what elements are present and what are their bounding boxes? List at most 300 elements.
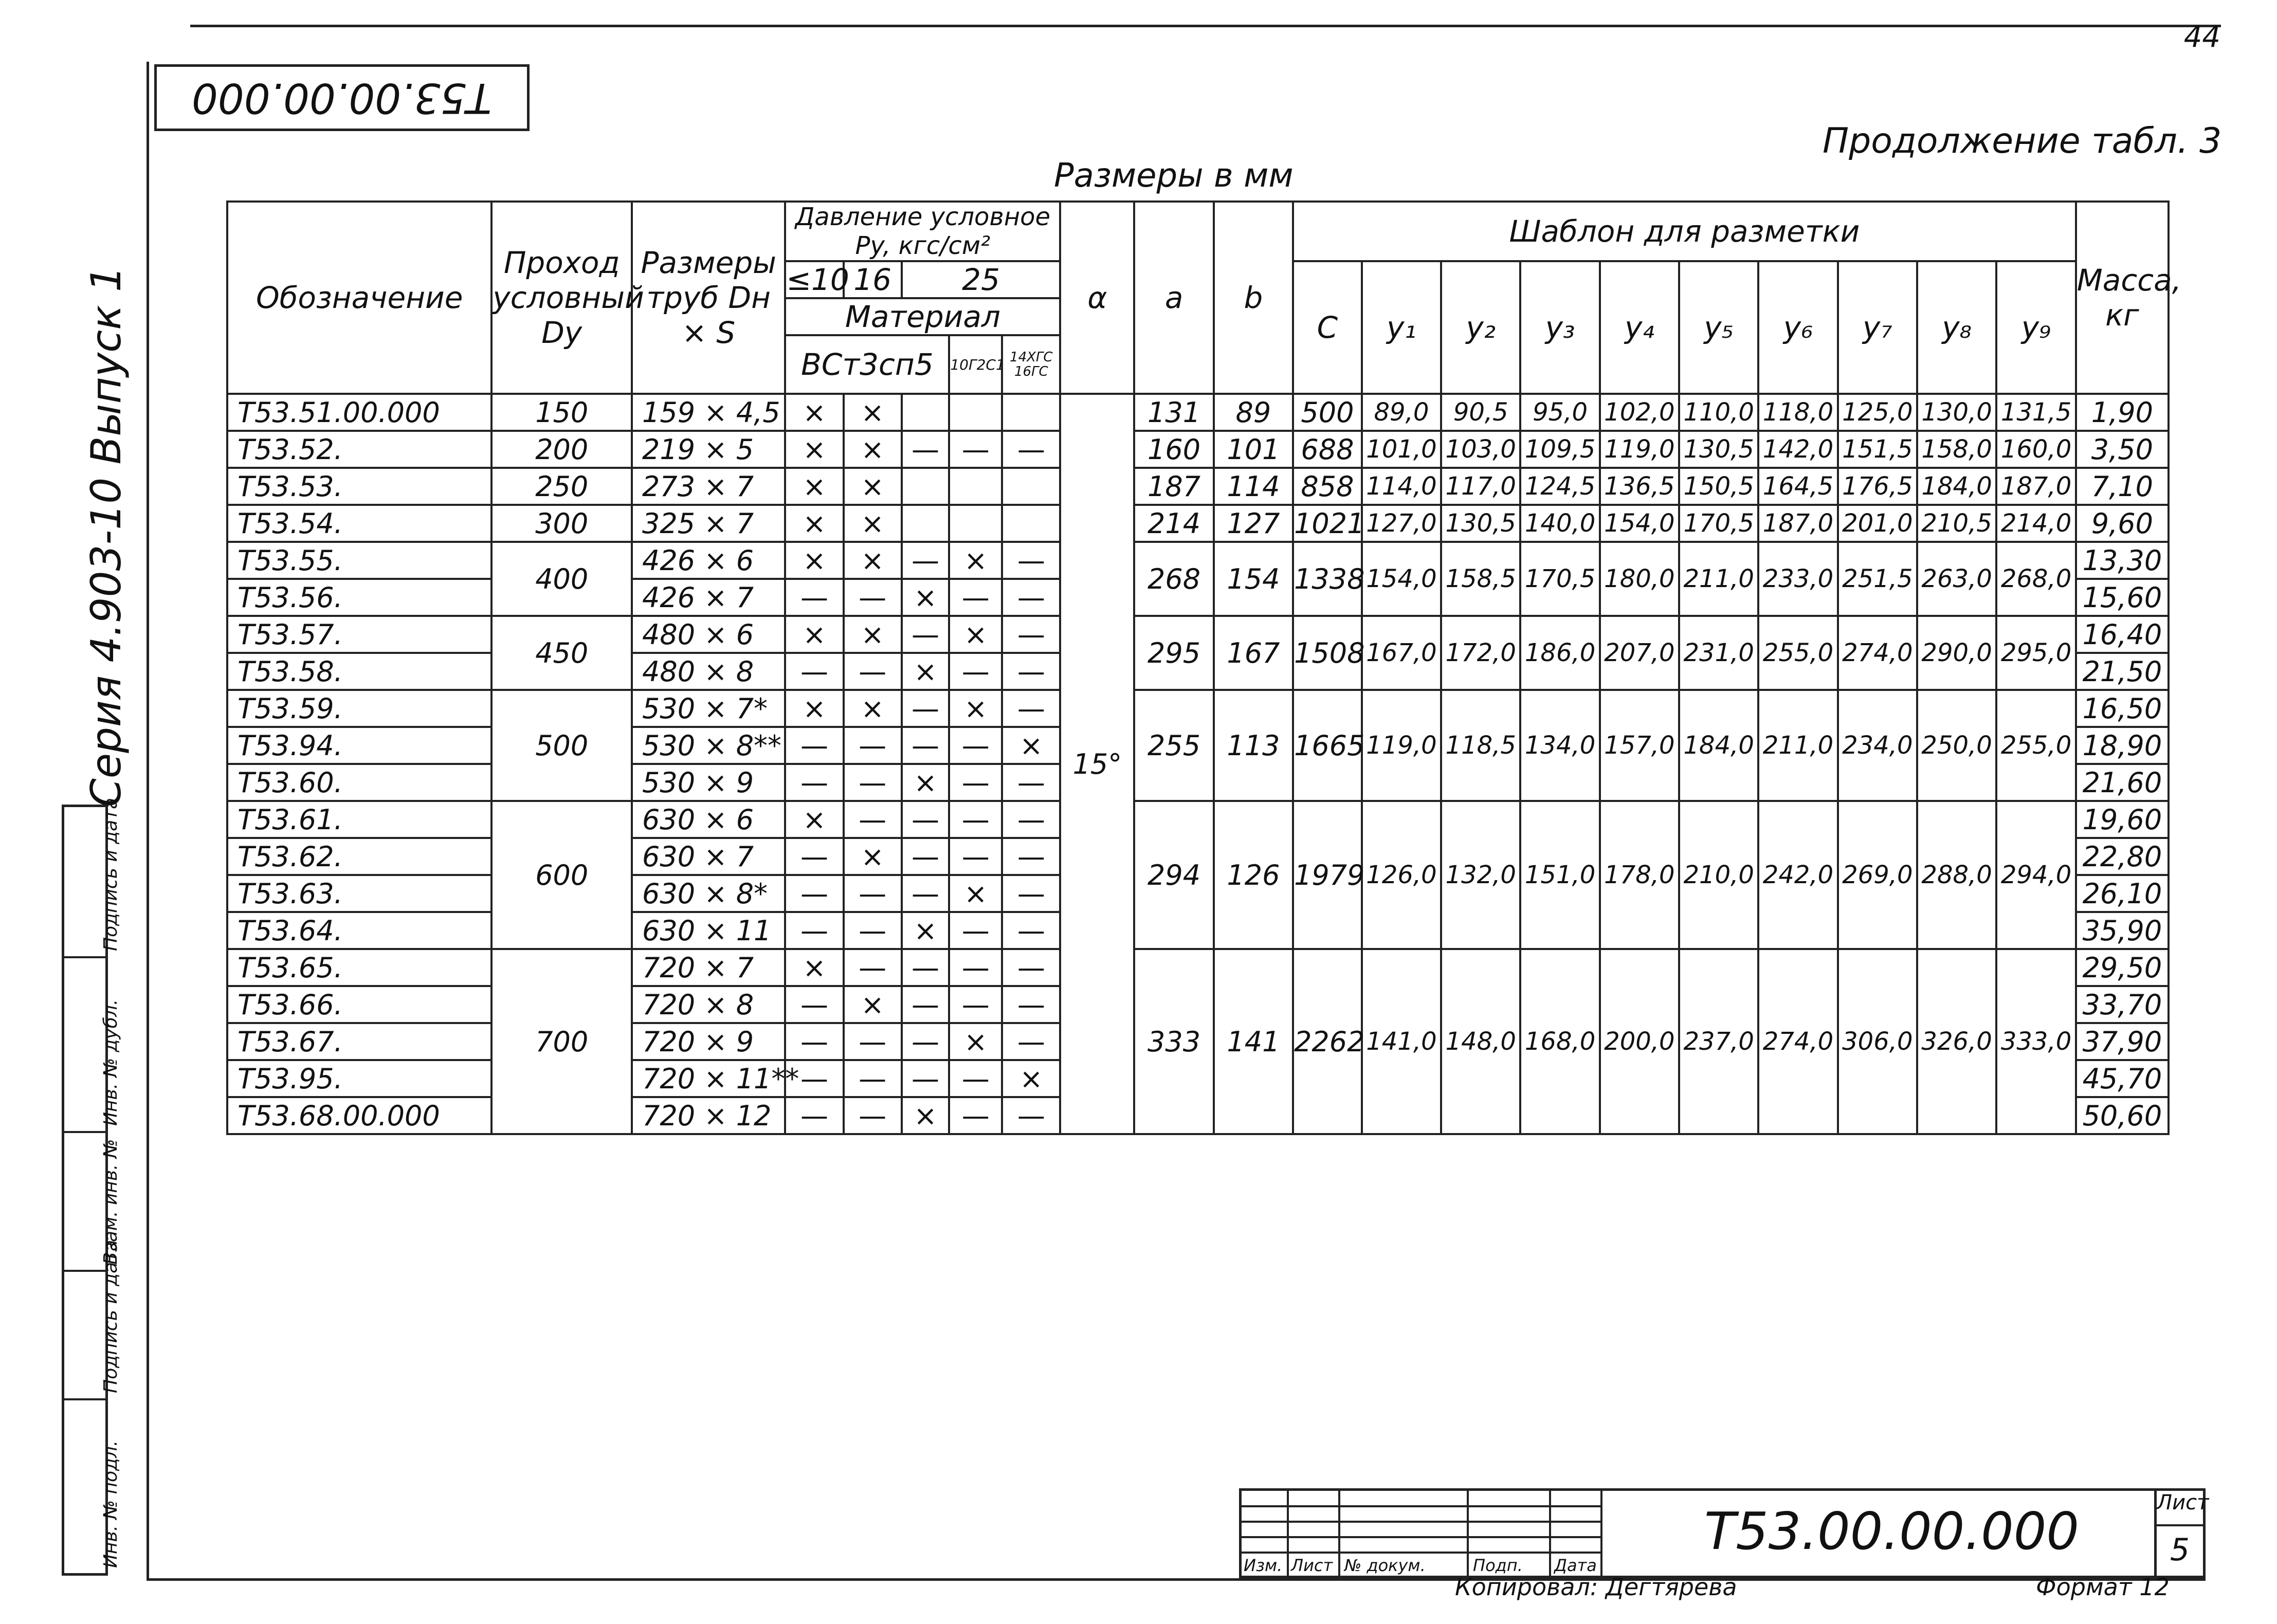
cell-material-mark: — (1002, 579, 1060, 616)
cell-material-mark: × (785, 690, 843, 727)
cell-y: 326,0 (1917, 949, 1996, 1134)
cell-y: 102,0 (1600, 394, 1679, 431)
cell-material-mark (902, 394, 950, 431)
cell-material-mark: × (949, 875, 1002, 912)
cell-material-mark: × (844, 542, 902, 579)
cell-material-mark (949, 394, 1002, 431)
side-strip (62, 797, 121, 1576)
cell-b: 101 (1214, 431, 1293, 468)
cell-mass: 50,60 (2076, 1097, 2169, 1134)
cell-y: 214,0 (1996, 505, 2075, 542)
cell-material-mark: — (949, 579, 1002, 616)
cell-y: 118,0 (1758, 394, 1837, 431)
cell-dn: 250 (491, 468, 632, 505)
cell-material-mark: × (844, 505, 902, 542)
units-label: Размеры в мм (1054, 157, 1294, 195)
cell-designation: Т53.57. (227, 616, 491, 653)
cell-y: 114,0 (1362, 468, 1441, 505)
cell-mass: 37,90 (2076, 1023, 2169, 1060)
stamp-col-label: Лист (1291, 1556, 1333, 1575)
table-row (227, 542, 2169, 579)
cell-material-mark: × (1002, 727, 1060, 764)
cell-y: 187,0 (1996, 468, 2075, 505)
cell-c: 858 (1293, 468, 1362, 505)
table-row (227, 949, 2169, 986)
cell-material-mark: — (844, 1023, 902, 1060)
cell-material-mark: × (785, 468, 843, 505)
cell-pipe: 426 × 6 (632, 542, 785, 579)
cell-a: 131 (1134, 394, 1213, 431)
cell-designation: Т53.61. (227, 801, 491, 838)
cell-y: 233,0 (1758, 542, 1837, 616)
cell-y: 130,5 (1441, 505, 1520, 542)
cell-material-mark: — (1002, 653, 1060, 690)
cell-mass: 21,60 (2076, 764, 2169, 801)
cell-designation: Т53.54. (227, 505, 491, 542)
table-row (227, 616, 2169, 653)
cell-mass: 16,50 (2076, 690, 2169, 727)
table-row (227, 431, 2169, 468)
cell-mass: 21,50 (2076, 653, 2169, 690)
side-label: Взам. инв. № (100, 1139, 121, 1265)
cell-mass: 1,90 (2076, 394, 2169, 431)
cell-material-mark (902, 468, 950, 505)
cell-y: 158,5 (1441, 542, 1520, 616)
cell-designation: Т53.56. (227, 579, 491, 616)
cell-a: 294 (1134, 801, 1213, 949)
cell-dn: 400 (491, 542, 632, 616)
cell-pipe: 720 × 12 (632, 1097, 785, 1134)
cell-c: 2262 (1293, 949, 1362, 1134)
cell-material-mark (949, 468, 1002, 505)
cell-material-mark: — (949, 801, 1002, 838)
cell-y: 140,0 (1520, 505, 1599, 542)
cell-material-mark: — (1002, 875, 1060, 912)
cell-designation: Т53.68.00.000 (227, 1097, 491, 1134)
cell-material-mark: × (949, 690, 1002, 727)
cell-material-mark: × (844, 838, 902, 875)
cell-y: 119,0 (1600, 431, 1679, 468)
col-material: Материал (785, 298, 1060, 335)
cell-y: 274,0 (1838, 616, 1917, 690)
cell-material-mark: — (1002, 1023, 1060, 1060)
cell-y: 148,0 (1441, 949, 1520, 1134)
cell-y: 127,0 (1362, 505, 1441, 542)
col-y9: y₉ (1996, 261, 2075, 394)
cell-pipe: 630 × 8* (632, 875, 785, 912)
format-label: Формат 12 (2036, 1573, 2170, 1601)
cell-designation: Т53.51.00.000 (227, 394, 491, 431)
cell-b: 113 (1214, 690, 1293, 801)
col-y5: y₅ (1679, 261, 1758, 394)
cell-y: 255,0 (1758, 616, 1837, 690)
table-row (227, 394, 2169, 431)
cell-material-mark: × (785, 949, 843, 986)
cell-pipe: 720 × 9 (632, 1023, 785, 1060)
sheet-label: Лист (2157, 1491, 2203, 1526)
cell-designation: Т53.66. (227, 986, 491, 1023)
cell-material-mark: — (949, 838, 1002, 875)
col-mat-1: ВСт3сп5 (785, 335, 949, 394)
cell-y: 151,0 (1520, 801, 1599, 949)
cell-y: 90,5 (1441, 394, 1520, 431)
cell-y: 210,5 (1917, 505, 1996, 542)
cell-dn: 150 (491, 394, 632, 431)
series-label: Серия 4.903-10 Выпуск 1 (82, 266, 130, 807)
top-border-line (190, 25, 2221, 27)
stamp-col-label: Подп. (1473, 1556, 1523, 1575)
cell-y: 151,5 (1838, 431, 1917, 468)
cell-y: 178,0 (1600, 801, 1679, 949)
cell-c: 1338 (1293, 542, 1362, 616)
cell-material-mark: — (949, 912, 1002, 949)
cell-y: 164,5 (1758, 468, 1837, 505)
cell-designation: Т53.62. (227, 838, 491, 875)
cell-c: 1021 (1293, 505, 1362, 542)
cell-y: 186,0 (1520, 616, 1599, 690)
cell-y: 136,5 (1600, 468, 1679, 505)
cell-material-mark: — (902, 542, 950, 579)
cell-y: 103,0 (1441, 431, 1520, 468)
col-pressure: Давление условное Py, кгс/см² (785, 202, 1060, 261)
cell-y: 125,0 (1838, 394, 1917, 431)
cell-y: 201,0 (1838, 505, 1917, 542)
cell-pipe: 159 × 4,5 (632, 394, 785, 431)
cell-mass: 35,90 (2076, 912, 2169, 949)
col-y6: y₆ (1758, 261, 1837, 394)
cell-material-mark: — (949, 727, 1002, 764)
cell-material-mark: — (949, 1097, 1002, 1134)
cell-dn: 500 (491, 690, 632, 801)
cell-material-mark: — (949, 431, 1002, 468)
bottom-stamp (1239, 1488, 2209, 1578)
cell-material-mark: — (949, 986, 1002, 1023)
cell-mass: 9,60 (2076, 505, 2169, 542)
cell-material-mark: — (785, 1060, 843, 1097)
col-template: Шаблон для разметки (1293, 202, 2076, 261)
cell-material-mark: — (1002, 801, 1060, 838)
table-row (227, 505, 2169, 542)
cell-y: 211,0 (1679, 542, 1758, 616)
cell-material-mark: × (785, 801, 843, 838)
cell-material-mark: — (902, 727, 950, 764)
cell-material-mark: — (949, 949, 1002, 986)
col-dn: Проход условный Dy (491, 202, 632, 394)
cell-designation: Т53.63. (227, 875, 491, 912)
cell-material-mark: × (902, 764, 950, 801)
cell-y: 101,0 (1362, 431, 1441, 468)
cell-y: 184,0 (1917, 468, 1996, 505)
cell-pipe: 530 × 7* (632, 690, 785, 727)
cell-y: 242,0 (1758, 801, 1837, 949)
cell-designation: Т53.65. (227, 949, 491, 986)
cell-mass: 15,60 (2076, 579, 2169, 616)
cell-material-mark: — (949, 653, 1002, 690)
cell-material-mark: × (785, 616, 843, 653)
table-body (227, 394, 2169, 1134)
stamp-col-label: Изм. (1244, 1556, 1283, 1575)
col-p-25: 25 (902, 261, 1061, 298)
cell-y: 117,0 (1441, 468, 1520, 505)
sheet-box (2154, 1491, 2209, 1576)
cell-mass: 29,50 (2076, 949, 2169, 986)
cell-material-mark: — (902, 801, 950, 838)
col-b: b (1214, 202, 1293, 394)
cell-c: 1665 (1293, 690, 1362, 801)
cell-material-mark: — (785, 727, 843, 764)
cell-pipe: 426 × 7 (632, 579, 785, 616)
cell-material-mark: — (902, 616, 950, 653)
cell-mass: 3,50 (2076, 431, 2169, 468)
cell-material-mark: — (902, 838, 950, 875)
copied-by: Копировал: Дегтярева (1455, 1573, 1737, 1601)
cell-material-mark: × (902, 579, 950, 616)
col-alpha: α (1060, 202, 1134, 394)
cell-y: 130,0 (1917, 394, 1996, 431)
cell-y: 118,5 (1441, 690, 1520, 801)
cell-pipe: 530 × 8** (632, 727, 785, 764)
cell-material-mark: — (785, 1023, 843, 1060)
cell-material-mark: × (902, 912, 950, 949)
cell-y: 170,5 (1679, 505, 1758, 542)
cell-material-mark (1002, 468, 1060, 505)
cell-material-mark: — (1002, 431, 1060, 468)
cell-y: 251,5 (1838, 542, 1917, 616)
cell-y: 294,0 (1996, 801, 2075, 949)
side-label: Подпись и дата (100, 1239, 121, 1393)
cell-material-mark: × (844, 986, 902, 1023)
cell-material-mark: × (785, 505, 843, 542)
table-row (227, 468, 2169, 505)
cell-designation: Т53.64. (227, 912, 491, 949)
cell-y: 288,0 (1917, 801, 1996, 949)
cell-y: 110,0 (1679, 394, 1758, 431)
cell-material-mark: — (844, 801, 902, 838)
col-p-le10: ≤10 (786, 262, 849, 297)
cell-y: 237,0 (1679, 949, 1758, 1134)
cell-a: 160 (1134, 431, 1213, 468)
top-stamp-code: Т53.00.00.000 (192, 74, 492, 122)
cell-pipe: 219 × 5 (632, 431, 785, 468)
cell-alpha: 15° (1060, 394, 1134, 1134)
page-number: 44 (2183, 21, 2220, 54)
cell-pipe: 530 × 9 (632, 764, 785, 801)
cell-mass: 13,30 (2076, 542, 2169, 579)
cell-y: 142,0 (1758, 431, 1837, 468)
cell-material-mark (1002, 394, 1060, 431)
side-label: Инв. № подл. (100, 1440, 121, 1568)
top-stamp (154, 64, 530, 131)
cell-c: 1979 (1293, 801, 1362, 949)
cell-material-mark: — (844, 912, 902, 949)
cell-y: 119,0 (1362, 690, 1441, 801)
cell-y: 158,0 (1917, 431, 1996, 468)
col-c: C (1293, 261, 1362, 394)
cell-y: 160,0 (1996, 431, 2075, 468)
cell-designation: Т53.67. (227, 1023, 491, 1060)
cell-dn: 600 (491, 801, 632, 949)
cell-material-mark: × (902, 653, 950, 690)
cell-y: 176,5 (1838, 468, 1917, 505)
cell-b: 141 (1214, 949, 1293, 1134)
col-y1: y₁ (1362, 261, 1441, 394)
cell-y: 172,0 (1441, 616, 1520, 690)
cell-y: 295,0 (1996, 616, 2075, 690)
cell-y: 306,0 (1838, 949, 1917, 1134)
cell-material-mark: — (1002, 764, 1060, 801)
col-y4: y₄ (1600, 261, 1679, 394)
col-y7: y₇ (1838, 261, 1917, 394)
cell-y: 89,0 (1362, 394, 1441, 431)
cell-pipe: 273 × 7 (632, 468, 785, 505)
stamp-col-label: № докум. (1344, 1556, 1426, 1575)
cell-material-mark: — (902, 1060, 950, 1097)
cell-y: 141,0 (1362, 949, 1441, 1134)
cell-material-mark: — (949, 1060, 1002, 1097)
cell-mass: 16,40 (2076, 616, 2169, 653)
col-mat-2: 10Г2С1 (949, 335, 1002, 394)
cell-material-mark: — (844, 1097, 902, 1134)
cell-c: 1508 (1293, 616, 1362, 690)
cell-material-mark: × (785, 542, 843, 579)
cell-designation: Т53.58. (227, 653, 491, 690)
cell-material-mark: — (785, 875, 843, 912)
cell-pipe: 630 × 7 (632, 838, 785, 875)
col-pipe: Размеры труб Dн × S (632, 202, 785, 394)
cell-b: 114 (1214, 468, 1293, 505)
cell-y: 109,5 (1520, 431, 1599, 468)
cell-mass: 22,80 (2076, 838, 2169, 875)
cell-material-mark: — (1002, 838, 1060, 875)
cell-mass: 19,60 (2076, 801, 2169, 838)
cell-c: 500 (1293, 394, 1362, 431)
cell-material-mark: — (844, 727, 902, 764)
table-row (227, 801, 2169, 838)
cell-material-mark: × (785, 394, 843, 431)
cell-y: 200,0 (1600, 949, 1679, 1134)
col-mat-3: 14ХГС 16ГС (1002, 335, 1060, 394)
cell-designation: Т53.60. (227, 764, 491, 801)
cell-y: 210,0 (1679, 801, 1758, 949)
cell-material-mark: × (844, 394, 902, 431)
col-y8: y₈ (1917, 261, 1996, 394)
cell-dn: 450 (491, 616, 632, 690)
cell-material-mark: — (785, 653, 843, 690)
cell-dn: 700 (491, 949, 632, 1134)
cell-designation: Т53.53. (227, 468, 491, 505)
cell-material-mark: — (844, 653, 902, 690)
cell-material-mark: — (949, 764, 1002, 801)
cell-mass: 26,10 (2076, 875, 2169, 912)
cell-y: 274,0 (1758, 949, 1837, 1134)
cell-y: 124,5 (1520, 468, 1599, 505)
stamp-col-label: Дата (1554, 1556, 1597, 1575)
side-label: Подпись и дата (100, 797, 121, 951)
cell-material-mark: — (902, 1023, 950, 1060)
col-mass: Масса, кг (2076, 202, 2169, 394)
cell-material-mark: × (949, 1023, 1002, 1060)
cell-y: 207,0 (1600, 616, 1679, 690)
cell-b: 89 (1214, 394, 1293, 431)
cell-material-mark: — (785, 764, 843, 801)
cell-y: 234,0 (1838, 690, 1917, 801)
cell-material-mark: — (902, 690, 950, 727)
drawing-code: Т53.00.00.000 (1704, 1501, 2080, 1561)
cell-material-mark: × (949, 616, 1002, 653)
cell-c: 688 (1293, 431, 1362, 468)
cell-material-mark: × (844, 616, 902, 653)
cell-a: 187 (1134, 468, 1213, 505)
cell-y: 180,0 (1600, 542, 1679, 616)
cell-material-mark: × (902, 1097, 950, 1134)
table-row (227, 690, 2169, 727)
cell-mass: 7,10 (2076, 468, 2169, 505)
cell-material-mark: — (844, 949, 902, 986)
cell-material-mark: — (844, 875, 902, 912)
cell-material-mark (949, 505, 1002, 542)
cell-material-mark: × (844, 468, 902, 505)
cell-y: 95,0 (1520, 394, 1599, 431)
cell-material-mark: — (1002, 986, 1060, 1023)
cell-y: 130,5 (1679, 431, 1758, 468)
cell-a: 214 (1134, 505, 1213, 542)
cell-material-mark: — (844, 1060, 902, 1097)
col-y2: y₂ (1441, 261, 1520, 394)
cell-material-mark: — (1002, 690, 1060, 727)
data-table (226, 200, 2182, 1135)
cell-material-mark: — (902, 949, 950, 986)
table-header (227, 202, 2182, 394)
cell-designation: Т53.52. (227, 431, 491, 468)
cell-material-mark: — (785, 912, 843, 949)
cell-y: 187,0 (1758, 505, 1837, 542)
cell-y: 134,0 (1520, 690, 1599, 801)
cell-designation: Т53.55. (227, 542, 491, 579)
cell-y: 231,0 (1679, 616, 1758, 690)
cell-b: 126 (1214, 801, 1293, 949)
cell-material-mark: × (785, 431, 843, 468)
cell-b: 167 (1214, 616, 1293, 690)
cell-dn: 300 (491, 505, 632, 542)
cell-y: 255,0 (1996, 690, 2075, 801)
cell-pipe: 720 × 11** (632, 1060, 785, 1097)
cell-material-mark: — (1002, 542, 1060, 579)
cell-material-mark: — (1002, 1097, 1060, 1134)
cell-material-mark: — (785, 838, 843, 875)
cell-mass: 45,70 (2076, 1060, 2169, 1097)
cell-material-mark: × (844, 690, 902, 727)
cell-y: 170,5 (1520, 542, 1599, 616)
cell-y: 184,0 (1679, 690, 1758, 801)
cell-y: 168,0 (1520, 949, 1599, 1134)
cell-y: 154,0 (1600, 505, 1679, 542)
cell-y: 131,5 (1996, 394, 2075, 431)
cell-material-mark: — (844, 764, 902, 801)
cell-pipe: 325 × 7 (632, 505, 785, 542)
cell-y: 132,0 (1441, 801, 1520, 949)
continuation-label: Продолжение табл. 3 (1823, 121, 2222, 161)
side-label: Инв. № дубл. (100, 999, 121, 1126)
cell-material-mark: × (1002, 1060, 1060, 1097)
col-a: a (1134, 202, 1213, 394)
cell-y: 150,5 (1679, 468, 1758, 505)
cell-material-mark (1002, 505, 1060, 542)
cell-pipe: 480 × 8 (632, 653, 785, 690)
cell-material-mark: — (844, 579, 902, 616)
cell-material-mark: — (785, 579, 843, 616)
col-p-16: 16 (844, 261, 902, 298)
cell-y: 126,0 (1362, 801, 1441, 949)
